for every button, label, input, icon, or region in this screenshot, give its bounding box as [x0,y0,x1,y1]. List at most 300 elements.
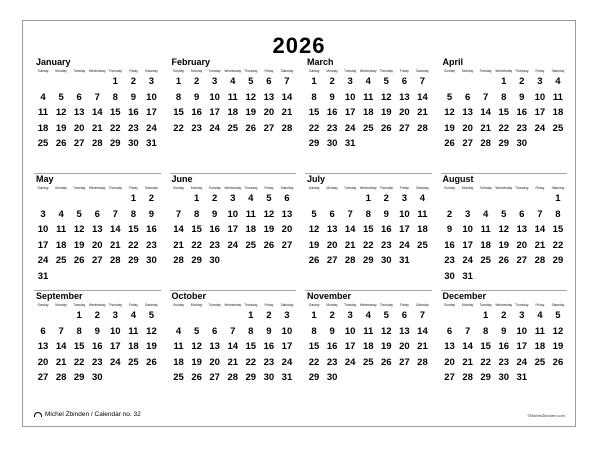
week-row [441,121,568,137]
day-cell: 5 [446,91,453,103]
day-cell: 17 [344,107,356,118]
weekday-label: Saturday [145,303,158,307]
empty-cell [88,191,106,207]
day-cell: 6 [329,208,335,220]
day-cell: 3 [347,310,353,321]
day-cell: 25 [37,138,49,149]
day-cell: 8 [193,208,200,220]
week-row [441,253,568,269]
weekday-label: Friday [535,303,545,307]
weekday-label: Tuesday [208,303,221,307]
month-name: October [171,291,207,301]
day-cell: 26 [245,122,257,134]
day-cell: 2 [519,76,525,87]
day-cell: 22 [480,356,491,368]
weekday-label: Wednesday [88,186,106,190]
day-cell: 23 [146,239,157,251]
day-cell: 24 [344,356,356,368]
day-cell: 7 [230,325,236,337]
empty-cell [377,136,395,152]
day-cell: 7 [175,208,182,220]
week-row [441,191,568,207]
day-cell: 7 [58,325,64,337]
day-cell: 27 [399,356,410,368]
weekday-label: Wednesday [495,303,513,307]
weekday-label: Thursday [108,69,122,73]
weekday-label: Wednesday [88,69,106,73]
week-row [305,308,432,324]
day-cell: 10 [110,325,121,337]
month-name: April [442,57,464,67]
day-cell: 4 [365,76,371,87]
empty-cell [531,136,549,152]
day-cell: 18 [245,224,257,235]
day-cell: 2 [383,193,389,204]
day-cell: 11 [480,224,491,235]
day-cell: 13 [263,91,275,103]
empty-cell [513,191,531,207]
day-cell: 8 [248,325,254,337]
week-row [305,339,432,355]
day-cell: 19 [498,239,510,251]
day-cell: 20 [326,239,338,251]
day-cell: 3 [537,76,543,87]
day-cell: 3 [464,208,471,220]
day-cell: 7 [94,91,100,103]
logo-icon [34,412,42,417]
month-august [441,173,568,290]
empty-cell [124,370,142,386]
week-row [34,191,161,207]
weekday-label: Wednesday [224,186,242,190]
weekday-label: Saturday [416,303,429,307]
weekday-label: Wednesday [359,69,377,73]
day-cell: 25 [417,239,428,251]
weekday-label: Wednesday [224,69,242,73]
day-cell: 12 [308,224,320,235]
day-cell: 18 [534,341,546,352]
day-cell: 30 [381,255,392,266]
day-cell: 29 [191,255,202,266]
day-cell: 11 [534,325,545,337]
month-name: February [171,57,211,67]
day-cell: 27 [462,138,473,149]
day-cell: 18 [55,239,67,251]
week-row [441,339,568,355]
day-cell: 3 [401,193,408,204]
empty-cell [413,370,431,386]
day-cell: 27 [209,372,220,383]
day-cell: 11 [245,208,256,220]
empty-cell [70,74,88,90]
weekday-label: Thursday [108,186,122,190]
day-cell: 21 [173,239,184,251]
weekday-label: Saturday [280,69,294,73]
month-name: March [307,57,334,67]
week-row [305,253,432,269]
day-cell: 1 [193,193,200,204]
day-cell: 7 [347,208,353,220]
day-cell: 28 [173,255,184,266]
day-cell: 2 [501,310,507,321]
day-cell: 1 [483,310,489,321]
day-cell: 24 [399,239,410,251]
day-cell: 21 [417,341,428,352]
day-cell: 10 [37,224,49,235]
day-cell: 12 [73,224,85,235]
week-row [305,207,432,223]
week-row [34,238,161,254]
week-row [170,191,297,207]
month-october [170,290,297,407]
weekday-label: Thursday [379,69,393,73]
day-cell: 12 [498,224,510,235]
day-cell: 14 [55,341,67,352]
day-cell: 19 [55,122,67,134]
empty-cell [106,269,124,285]
day-cell: 25 [480,255,491,266]
empty-cell [188,308,206,324]
day-cell: 30 [444,270,455,282]
day-cell: 26 [381,122,392,134]
day-cell: 17 [534,107,546,118]
day-cell: 27 [516,255,528,266]
weekday-label: Friday [264,69,274,73]
day-cell: 20 [37,356,49,368]
day-cell: 26 [191,372,202,383]
day-cell: 11 [227,91,238,103]
day-cell: 1 [311,310,317,321]
empty-cell [549,269,567,285]
weekday-label: Saturday [145,186,158,190]
day-cell: 19 [191,356,202,368]
day-cell: 15 [308,341,320,352]
weekday-label: Wednesday [359,303,377,307]
weekday-label: Saturday [551,186,565,190]
weekday-label: Sunday [308,186,320,190]
day-cell: 29 [480,372,491,383]
day-cell: 13 [326,224,338,235]
day-cell: 17 [146,107,157,118]
weekday-label: Wednesday [495,69,513,73]
day-cell: 14 [417,325,428,337]
day-cell: 17 [227,224,239,235]
empty-cell [531,191,549,207]
day-cell: 6 [284,193,290,204]
day-cell: 2 [212,193,218,204]
day-cell: 31 [281,372,293,383]
day-cell: 16 [146,224,157,235]
day-cell: 18 [362,341,374,352]
day-cell: 10 [227,208,239,220]
month-name: January [36,57,71,67]
day-cell: 17 [281,341,293,352]
weekday-label: Monday [461,186,474,190]
day-cell: 31 [146,138,157,149]
day-cell: 26 [444,138,455,149]
day-cell: 1 [501,76,507,87]
day-cell: 9 [329,91,335,103]
week-row [305,238,432,254]
weekday-label: Friday [399,186,409,190]
day-cell: 1 [311,76,317,87]
day-cell: 28 [480,138,491,149]
day-cell: 5 [383,76,389,87]
day-cell: 23 [326,122,338,134]
day-cell: 4 [58,208,64,220]
weekday-label: Tuesday [73,186,86,190]
day-cell: 10 [344,91,356,103]
week-row [441,105,568,121]
day-cell: 16 [91,341,103,352]
day-cell: 6 [401,310,408,321]
day-cell: 9 [446,224,453,235]
week-row [34,269,161,285]
day-cell: 9 [148,208,155,220]
day-cell: 5 [76,208,82,220]
day-cell: 4 [175,325,182,337]
week-row [170,90,297,106]
day-cell: 6 [464,91,471,103]
day-cell: 24 [516,356,528,368]
empty-cell [441,308,459,324]
day-cell: 8 [483,325,489,337]
day-cell: 9 [94,325,100,337]
day-cell: 27 [37,372,49,383]
day-cell: 17 [110,341,121,352]
day-cell: 30 [263,372,275,383]
month-name: June [171,174,193,184]
weekday-label: Monday [461,69,474,73]
day-cell: 30 [516,138,528,149]
empty-cell [34,74,52,90]
week-row [170,253,297,269]
day-cell: 22 [245,356,257,368]
day-cell: 13 [444,341,455,352]
empty-cell [224,253,242,269]
weekday-label: Sunday [444,303,455,307]
day-cell: 16 [263,341,275,352]
day-cell: 17 [344,341,356,352]
day-cell: 9 [266,325,272,337]
empty-cell [242,253,260,269]
empty-cell [260,253,278,269]
empty-cell [549,370,567,386]
weekday-label: Monday [326,69,338,73]
day-cell: 9 [383,208,389,220]
empty-cell [52,74,70,90]
month-december [441,290,568,407]
day-cell: 23 [209,239,220,251]
weekday-label: Sunday [173,303,184,307]
day-cell: 9 [212,208,218,220]
weekday-label: Tuesday [208,186,221,190]
day-cell: 26 [381,356,392,368]
weekday-label: Thursday [379,186,393,190]
day-cell: 31 [37,270,49,282]
day-cell: 22 [308,122,320,134]
day-cell: 1 [248,310,254,321]
day-cell: 12 [55,107,67,118]
day-cell: 13 [516,224,528,235]
day-cell: 10 [281,325,293,337]
day-cell: 7 [419,310,426,321]
day-cell: 3 [519,310,525,321]
weekday-label: Friday [535,69,545,73]
day-cell: 30 [326,372,338,383]
day-cell: 2 [329,310,335,321]
day-cell: 9 [501,325,507,337]
day-cell: 3 [230,193,236,204]
day-cell: 24 [110,356,121,368]
day-cell: 23 [326,356,338,368]
empty-cell [106,370,124,386]
day-cell: 16 [128,107,139,118]
day-cell: 30 [326,138,338,149]
day-cell: 18 [362,107,374,118]
weekday-label: Wednesday [495,186,513,190]
day-cell: 8 [311,325,317,337]
day-cell: 15 [552,224,564,235]
week-row [170,355,297,371]
week-row [34,253,161,269]
day-cell: 20 [263,107,275,118]
day-cell: 2 [193,76,200,87]
weekday-label: Sunday [37,303,49,307]
weekday-label: Monday [55,303,67,307]
day-cell: 26 [146,356,157,368]
day-cell: 15 [308,107,320,118]
day-cell: 25 [552,122,564,134]
day-cell: 4 [483,208,489,220]
empty-cell [441,74,459,90]
day-cell: 28 [227,372,239,383]
month-september [34,290,161,407]
empty-cell [549,136,567,152]
empty-cell [495,269,513,285]
weekday-label: Sunday [173,69,184,73]
day-cell: 20 [444,356,455,368]
weekday-label: Friday [399,69,409,73]
week-row [441,90,568,106]
week-row [441,222,568,238]
month-november [305,290,432,407]
months-grid [34,57,567,407]
day-cell: 24 [281,356,293,368]
day-cell: 4 [248,193,254,204]
empty-cell [124,269,142,285]
empty-cell [70,269,88,285]
day-cell: 23 [381,239,392,251]
day-cell: 30 [209,255,220,266]
day-cell: 16 [326,341,338,352]
day-cell: 20 [516,239,528,251]
day-cell: 3 [148,76,155,87]
week-row [170,324,297,340]
day-cell: 3 [284,310,290,321]
week-row [34,207,161,223]
day-cell: 21 [55,356,67,368]
week-row [305,324,432,340]
day-cell: 11 [363,325,374,337]
day-cell: 22 [552,239,564,251]
week-row [305,105,432,121]
day-cell: 17 [209,107,220,118]
day-cell: 4 [365,310,371,321]
day-cell: 1 [365,193,371,204]
week-row [441,324,568,340]
weekday-label: Saturday [551,303,565,307]
week-row [170,207,297,223]
weekday-label: Friday [264,186,274,190]
day-cell: 8 [112,91,118,103]
month-july [305,173,432,290]
day-cell: 4 [40,91,46,103]
day-cell: 6 [94,208,100,220]
weekday-label: Wednesday [224,303,242,307]
day-cell: 21 [462,356,473,368]
empty-cell [477,74,495,90]
day-cell: 9 [329,325,335,337]
day-cell: 6 [266,76,272,87]
month-march [305,57,432,173]
day-cell: 1 [76,310,82,321]
day-cell: 9 [193,91,200,103]
weekday-label: Monday [55,69,67,73]
day-cell: 19 [263,224,275,235]
week-row [305,136,432,152]
day-cell: 20 [462,122,473,134]
day-cell: 18 [417,224,428,235]
day-cell: 12 [444,107,455,118]
day-cell: 20 [209,356,220,368]
day-cell: 5 [501,208,507,220]
day-cell: 15 [498,107,510,118]
day-cell: 4 [419,193,426,204]
day-cell: 6 [519,208,525,220]
weekday-label: Sunday [37,69,49,73]
day-cell: 23 [516,122,528,134]
day-cell: 4 [555,76,561,87]
day-cell: 29 [498,138,510,149]
day-cell: 8 [501,91,507,103]
day-cell: 14 [110,224,121,235]
day-cell: 13 [281,208,293,220]
day-cell: 9 [519,91,525,103]
empty-cell [70,191,88,207]
day-cell: 25 [227,122,239,134]
empty-cell [341,370,359,386]
weekday-label: Saturday [280,303,294,307]
day-cell: 15 [173,107,184,118]
day-cell: 31 [516,372,528,383]
weekday-label: Tuesday [208,69,221,73]
empty-cell [88,269,106,285]
day-cell: 30 [91,372,103,383]
day-cell: 26 [552,356,564,368]
weekday-label: Saturday [280,186,294,190]
weekday-label: Saturday [416,186,429,190]
empty-cell [341,191,359,207]
day-cell: 27 [399,122,410,134]
empty-cell [513,269,531,285]
day-cell: 20 [399,341,410,352]
weekday-label: Friday [128,303,138,307]
day-cell: 7 [464,325,471,337]
day-cell: 22 [362,239,374,251]
day-cell: 29 [128,255,139,266]
day-cell: 29 [552,255,564,266]
